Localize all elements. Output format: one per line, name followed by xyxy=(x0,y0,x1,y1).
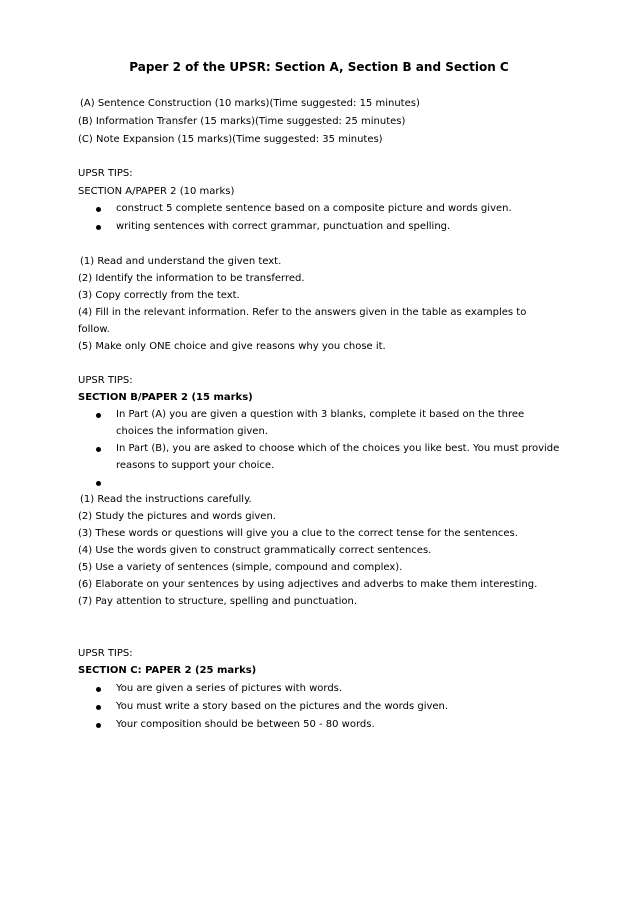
section-c-tips-label: UPSR TIPS: xyxy=(78,648,133,659)
section-c-heading: SECTION C: PAPER 2 (25 marks) xyxy=(78,665,257,676)
section-a-tips-label: UPSR TIPS: xyxy=(78,168,133,179)
section-b-step-3: (3) These words or questions will give you a clue to the correct tense for the sentences. xyxy=(78,528,518,539)
bullet-icon xyxy=(96,413,101,418)
overview-line-a: (A) Sentence Construction (10 marks)(Time suggested: 15 minutes) xyxy=(80,98,420,109)
section-b-bullet-1-cont: choices the information given. xyxy=(116,426,268,437)
section-a-step-3: (3) Copy correctly from the text. xyxy=(78,290,240,301)
section-a-step-1: (1) Read and understand the given text. xyxy=(80,256,282,267)
section-b-heading: SECTION B/PAPER 2 (15 marks) xyxy=(78,392,253,403)
section-c-bullet-1: You are given a series of pictures with words. xyxy=(116,683,343,694)
section-a-bullet-2: writing sentences with correct grammar, punctuation and spelling. xyxy=(116,221,451,232)
section-c-bullet-2: You must write a story based on the pictures and the words given. xyxy=(116,701,449,712)
bullet-icon xyxy=(96,481,101,486)
section-a-heading: SECTION A/PAPER 2 (10 marks) xyxy=(78,186,235,197)
section-a-bullet-1: construct 5 complete sentence based on a composite picture and words given. xyxy=(116,203,512,214)
section-b-bullet-1: In Part (A) you are given a question with 3 blanks, complete it based on the three xyxy=(116,409,525,420)
bullet-icon xyxy=(96,687,101,692)
section-b-step-4: (4) Use the words given to construct grammatically correct sentences. xyxy=(78,545,432,556)
bullet-icon xyxy=(96,207,101,212)
bullet-icon xyxy=(96,225,101,230)
section-b-step-2: (2) Study the pictures and words given. xyxy=(78,511,276,522)
page-title: Paper 2 of the UPSR: Section A, Section B and Section C xyxy=(129,60,509,74)
section-b-step-6: (6) Elaborate on your sentences by using adjectives and adverbs to make them interesting. xyxy=(78,579,538,590)
section-b-step-5: (5) Use a variety of sentences (simple, compound and complex). xyxy=(78,562,403,573)
section-b-bullet-2-cont: reasons to support your choice. xyxy=(116,460,275,471)
bullet-icon xyxy=(96,705,101,710)
section-b-step-7: (7) Pay attention to structure, spelling and punctuation. xyxy=(78,596,358,607)
overview-line-b: (B) Information Transfer (15 marks)(Time suggested: 25 minutes) xyxy=(78,116,406,127)
section-b-step-1: (1) Read the instructions carefully. xyxy=(80,494,252,505)
section-b-tips-label: UPSR TIPS: xyxy=(78,375,133,386)
bullet-icon xyxy=(96,447,101,452)
overview-line-c: (C) Note Expansion (15 marks)(Time suggested: 35 minutes) xyxy=(78,134,383,145)
section-a-step-4: (4) Fill in the relevant information. Refer to the answers given in the table as examples to xyxy=(78,307,527,318)
section-a-step-5: (5) Make only ONE choice and give reasons why you chose it. xyxy=(78,341,386,352)
section-b-bullet-2: In Part (B), you are asked to choose which of the choices you like best. You must provide xyxy=(116,443,560,454)
section-c-bullet-3: Your composition should be between 50 - 80 words. xyxy=(116,719,375,730)
bullet-icon xyxy=(96,723,101,728)
section-a-step-2: (2) Identify the information to be transferred. xyxy=(78,273,305,284)
section-a-step-4-cont: follow. xyxy=(78,324,110,335)
